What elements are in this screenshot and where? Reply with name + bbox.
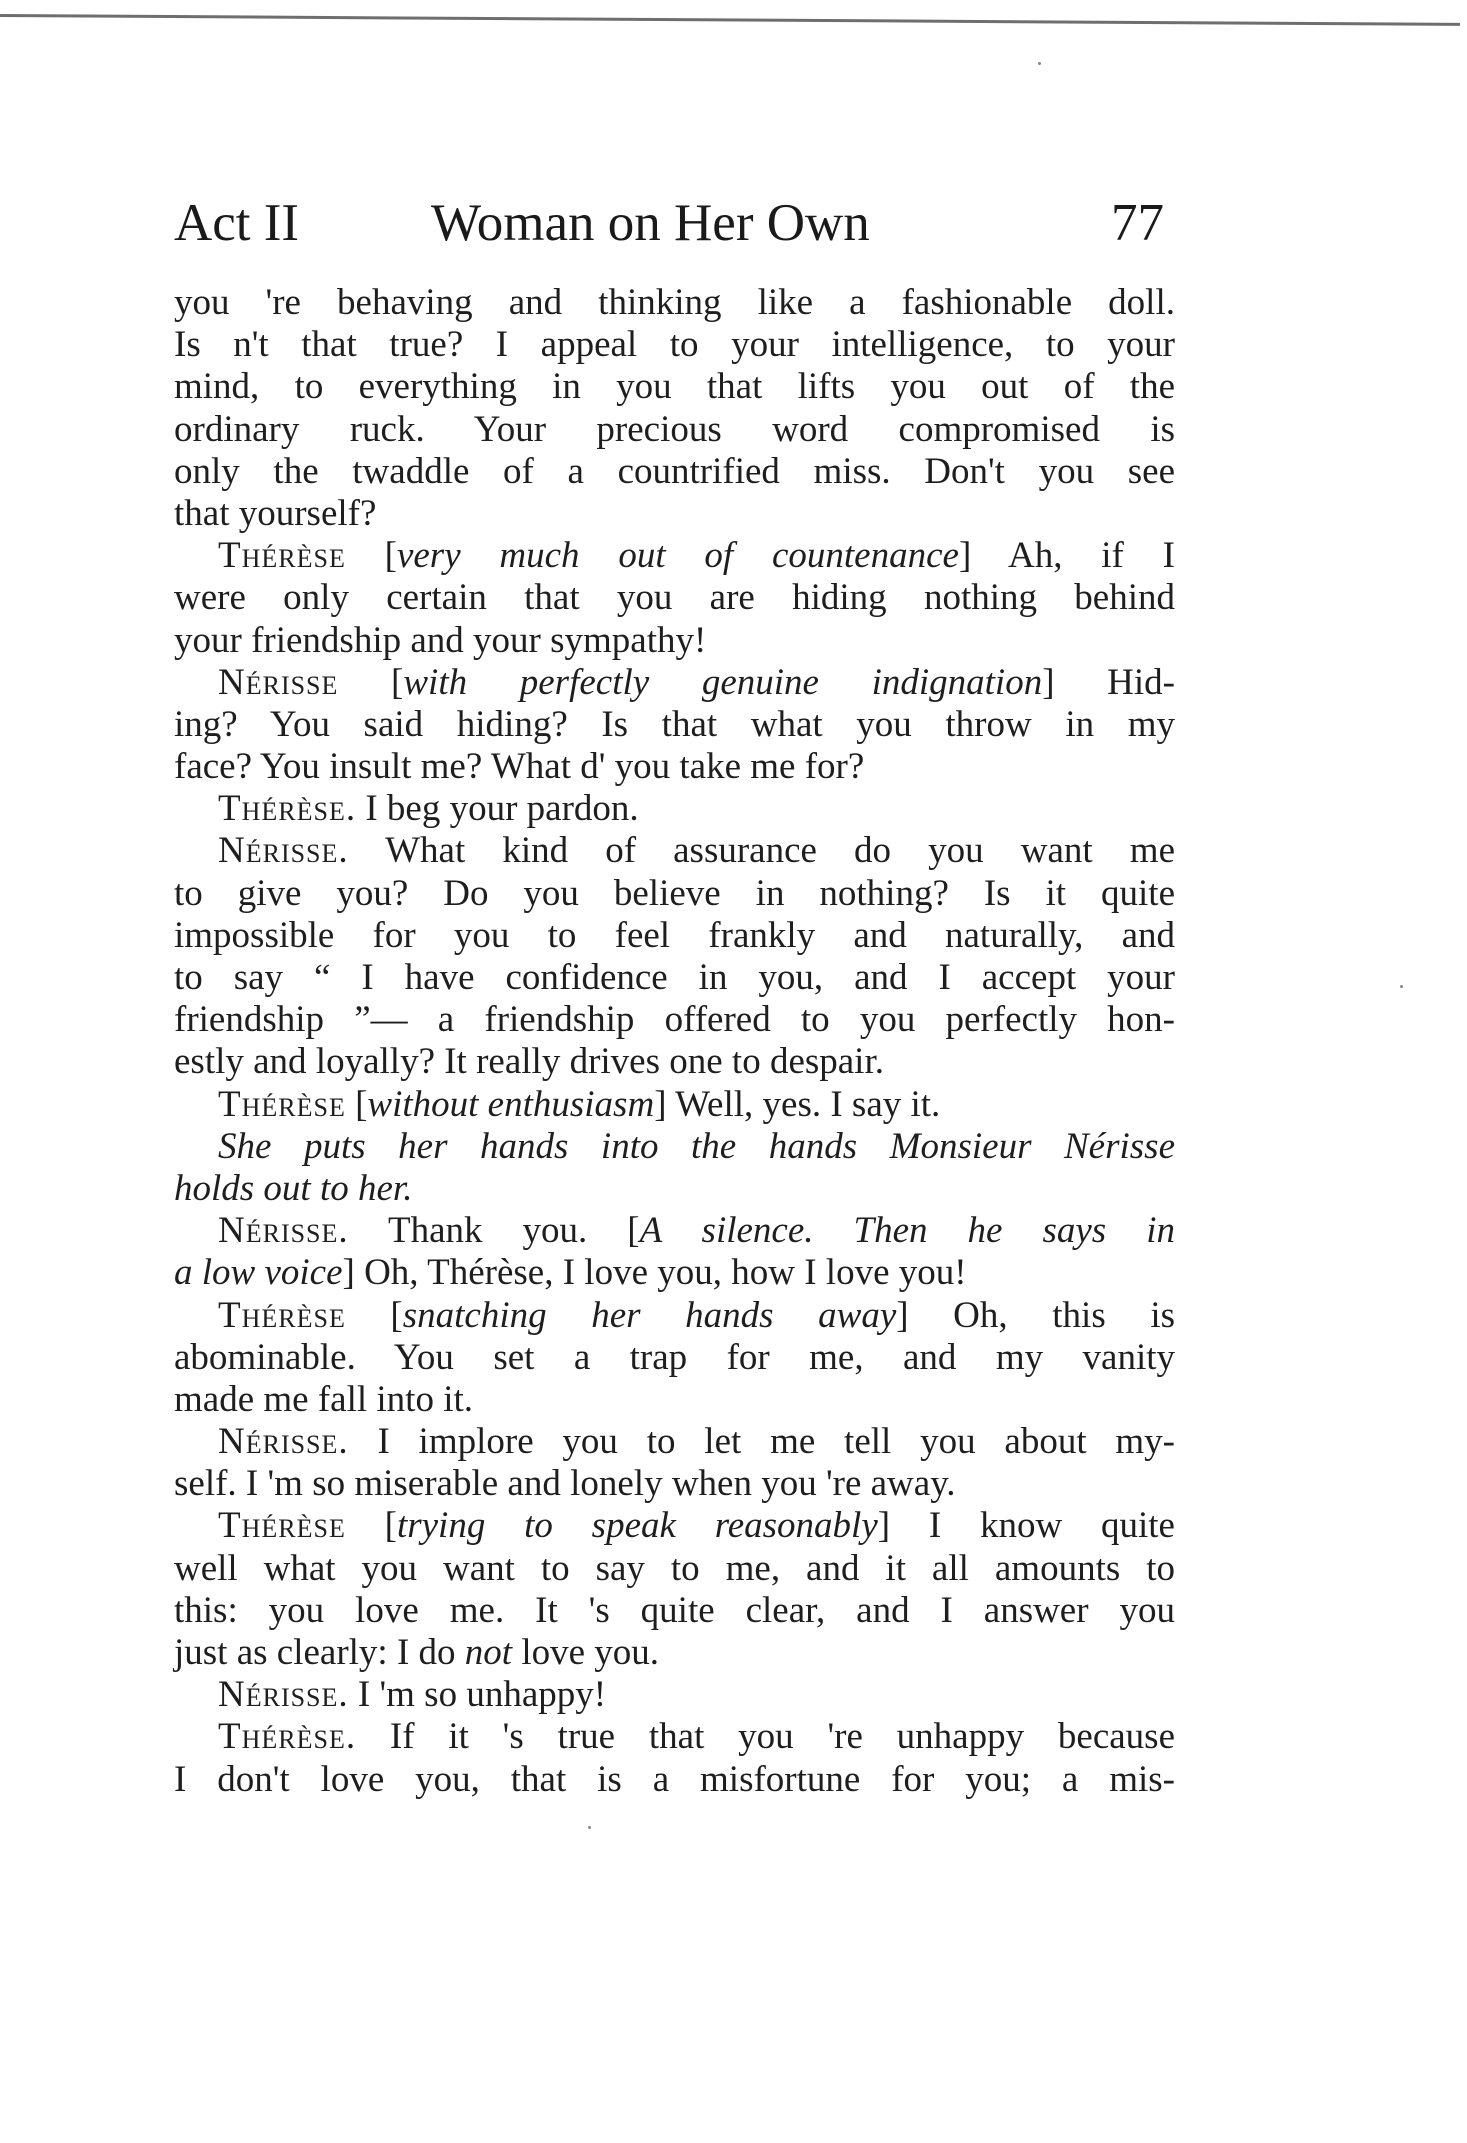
text-line [174,1337,1175,1379]
text-line [174,620,1175,662]
text-run: made me fall into it. [174,1378,473,1420]
text-run: [ [345,1083,368,1125]
stage-direction: trying to speak reasonably [396,1505,878,1547]
running-header [174,188,1174,258]
text-line [174,1379,1175,1421]
text-run: this: you love me. It 's quite clear, and I answer you [174,1589,1175,1631]
stage-direction: with perfectly genuine indignation [403,661,1043,703]
text-line [174,324,1175,366]
text-run: [ [338,661,404,703]
text-run: were only certain that you are hiding nothing behind [174,577,1175,619]
text-run: [ [345,1294,403,1336]
text-line [174,704,1175,746]
text-line [174,957,1175,999]
text-line [174,409,1175,451]
text-line [174,1421,1175,1463]
text-run: ] Hid- [1042,661,1175,703]
text-run: I 'm so unhappy! [348,1674,607,1716]
stage-direction: without enthusiasm [367,1083,655,1125]
text-line [174,1759,1175,1801]
text-run: [ [345,1505,397,1547]
text-run: face? You insult me? What d' you take me for? [174,746,865,788]
text-run: mind, to everything in you that lifts you out of the [174,366,1175,408]
text-line [174,535,1175,577]
speaker-name: Nérisse. [218,1421,349,1463]
text-run: I implore you to let me tell you about my- [348,1421,1175,1463]
text-run: Thank you. [ [348,1210,640,1252]
text-line [174,788,1175,830]
text-line [174,746,1175,788]
text-line [174,1632,1175,1674]
stage-direction: a low voice [174,1252,343,1294]
text-line [174,873,1175,915]
text-run: just as clearly: I do [174,1632,465,1673]
header-title: Woman on Her Own [431,194,870,252]
text-line [174,1463,1175,1505]
text-line [174,1126,1175,1168]
text-line [174,1505,1175,1547]
text-run: you 're behaving and thinking like a fashionable doll. [174,282,1175,323]
text-run: estly and loyally? It really drives one to despair. [174,1041,884,1083]
stage-direction: snatching her hands away [402,1294,897,1336]
text-line [174,1674,1175,1716]
text-run: I don't love you, that is a misfortune for you; a mis- [174,1758,1175,1800]
text-line [174,1084,1175,1126]
stage-direction: not [464,1632,513,1673]
text-run: ing? You said hiding? Is that what you throw in my [174,703,1175,745]
speaker-name: Nérisse [218,661,339,703]
text-line [174,915,1175,957]
play-text-body [174,282,1175,1801]
text-run: ] Ah, if I [958,535,1175,577]
text-line [174,451,1175,493]
speaker-name: Thérèse [218,1505,346,1547]
text-run: to give you? Do you believe in nothing? Is it quite [174,872,1175,914]
text-run: impossible for you to feel frankly and naturally, and [174,914,1175,956]
text-line [174,1252,1175,1294]
stage-direction: A silence. Then he says in [639,1210,1175,1252]
text-line [174,999,1175,1041]
text-line [174,1590,1175,1632]
text-line [174,577,1175,619]
text-run: that yourself? [174,492,377,534]
text-line [174,282,1175,324]
speaker-name: Thérèse. [218,788,357,830]
text-line [174,830,1175,872]
text-run: abominable. You set a trap for me, and my vanity [174,1336,1175,1378]
text-line [174,366,1175,408]
text-run: to say “ I have confidence in you, and I accept your [174,957,1175,998]
speaker-name: Thérèse [218,1083,346,1125]
header-act: Act II [174,194,300,252]
text-run: love you. [512,1632,660,1673]
text-run: ] Oh, this is [896,1294,1175,1336]
stage-direction: holds out to her. [174,1167,413,1209]
text-run: self. I 'm so miserable and lonely when you 're away. [174,1463,956,1505]
text-line [174,1295,1175,1337]
text-run: What kind of assurance do you want me [348,830,1175,872]
text-line [174,1168,1175,1210]
stage-direction: She puts her hands into the hands Monsieur Nérisse [218,1125,1175,1167]
text-line [174,1548,1175,1590]
text-run: [ [345,535,397,577]
text-run: friendship ”— a friendship offered to you perfectly hon- [174,999,1175,1041]
text-run: Is n't that true? I appeal to your intelligence, to your [174,324,1175,366]
speaker-name: Nérisse. [218,830,349,872]
text-run: only the twaddle of a countrified miss. Don't you see [174,450,1175,492]
page-top-edge-rule [0,14,1460,26]
text-run: ] Well, yes. I say it. [654,1083,941,1125]
text-run: ordinary ruck. Your precious word compromised is [174,408,1175,450]
text-run: ] I know quite [877,1505,1175,1547]
speaker-name: Thérèse [218,1294,346,1336]
speaker-name: Nérisse. [218,1210,349,1252]
text-line [174,662,1175,704]
text-line [174,1041,1175,1083]
text-run: I beg your pardon. [356,788,639,830]
text-line [174,1716,1175,1758]
speaker-name: Thérèse. [218,1716,357,1758]
stage-direction: very much out of countenance [396,535,959,577]
page-number: 77 [1111,194,1164,252]
speaker-name: Nérisse. [218,1674,349,1716]
text-line [174,493,1175,535]
text-run: well what you want to say to me, and it all amounts to [174,1547,1175,1589]
text-line [174,1210,1175,1252]
text-run: If it 's true that you 're unhappy because [356,1716,1175,1758]
text-run: ] Oh, Thérèse, I love you, how I love you! [342,1252,967,1294]
speaker-name: Thérèse [218,535,346,577]
text-run: your friendship and your sympathy! [174,619,707,661]
